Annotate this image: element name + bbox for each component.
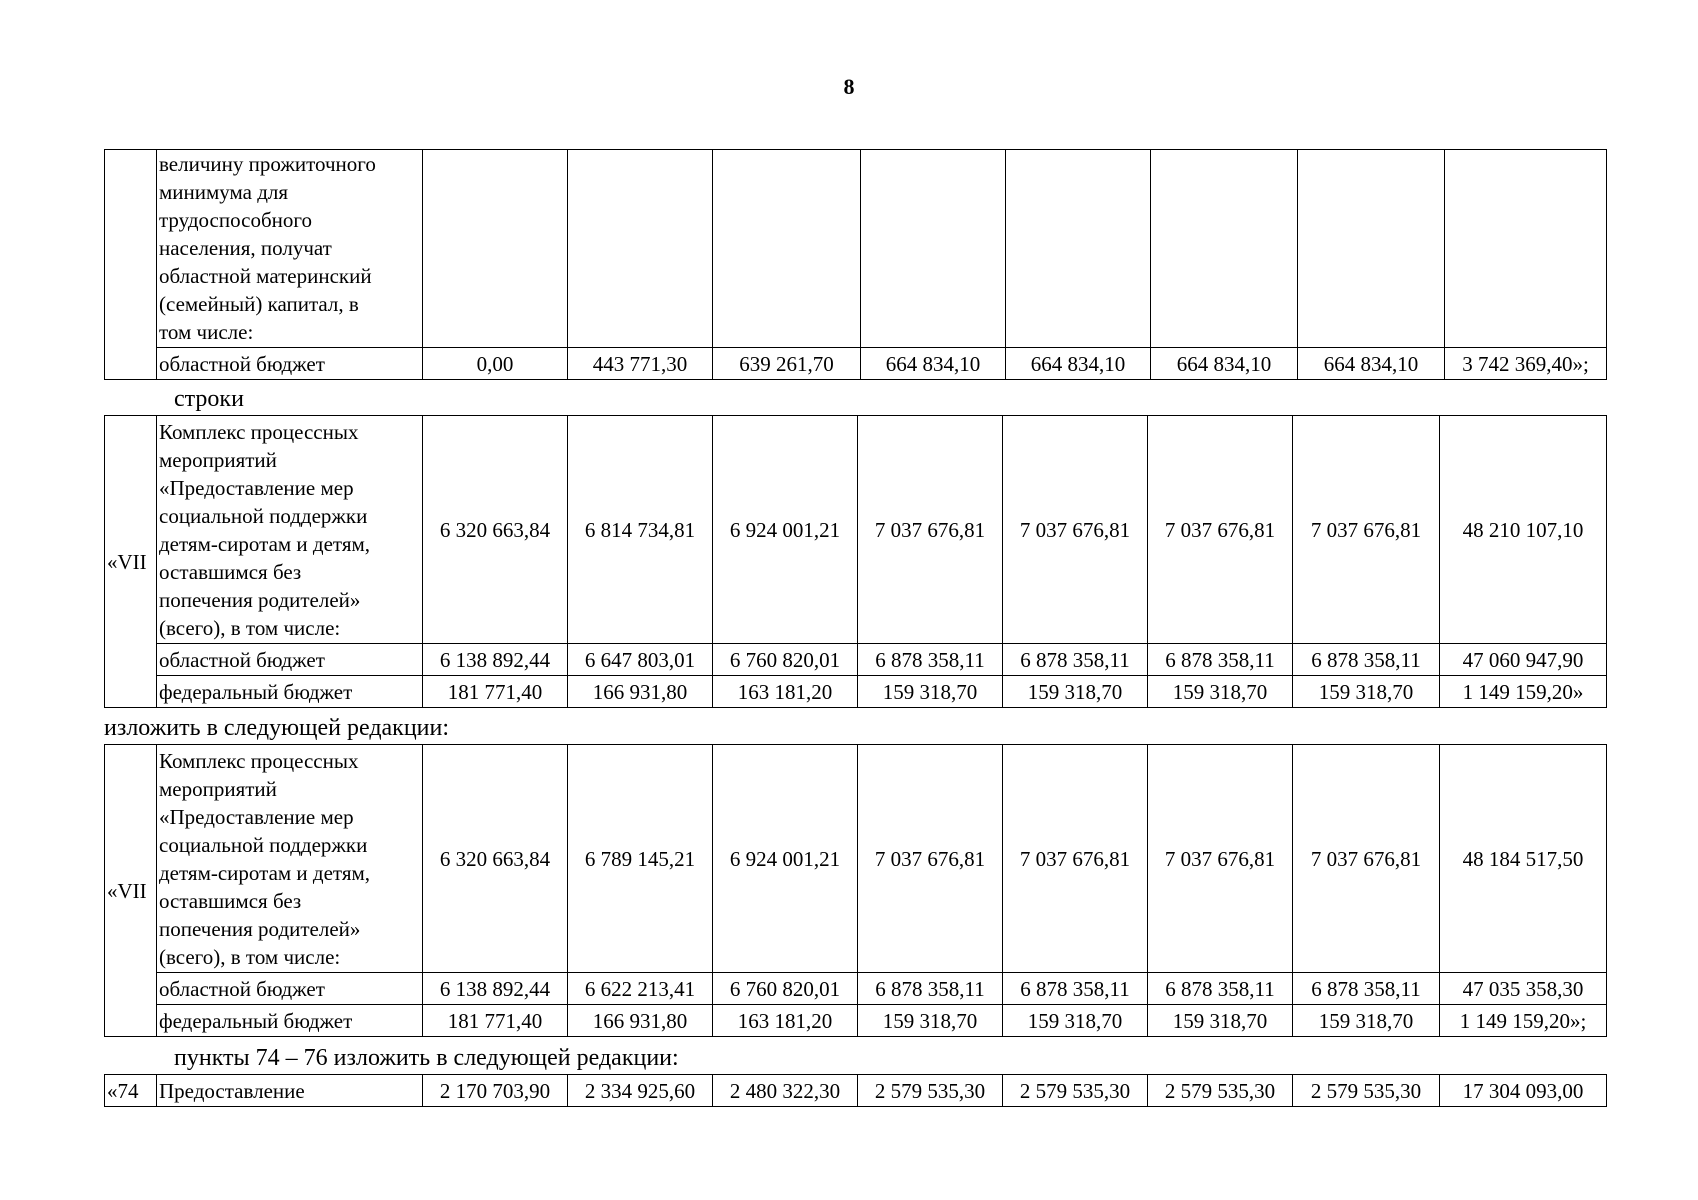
table-row [105, 1075, 1607, 1107]
value-cell: 7 037 676,81 [858, 416, 1003, 644]
table-row [105, 745, 1607, 973]
value-cell: 7 037 676,81 [1293, 745, 1440, 973]
value-cell: 6 622 213,41 [568, 973, 713, 1005]
code-cell: «VII [105, 416, 157, 708]
code-cell: «74 [105, 1075, 157, 1107]
value-cell: 7 037 676,81 [858, 745, 1003, 973]
description-line: детям-сиротам и детям, [159, 531, 371, 556]
description-line: (всего), в том числе: [159, 944, 341, 969]
empty-cell [568, 150, 713, 348]
value-cell: 166 931,80 [568, 676, 713, 708]
value-cell: 159 318,70 [1148, 676, 1293, 708]
value-cell: 159 318,70 [1148, 1005, 1293, 1037]
value-cell: 163 181,20 [713, 1005, 858, 1037]
description-line: оставшимся без [159, 559, 302, 584]
description-line: «Предоставление мер [159, 804, 354, 829]
empty-cell [423, 150, 568, 348]
value-cell: 6 878 358,11 [1003, 644, 1148, 676]
description-cell [157, 150, 423, 348]
value-cell: 6 320 663,84 [423, 745, 568, 973]
value-cell: 2 334 925,60 [568, 1075, 713, 1107]
value-cell: 664 834,10 [1006, 348, 1151, 380]
description-line: величину прожиточного [159, 152, 376, 176]
page-number: 8 [843, 74, 855, 99]
description-line: областной материнский [159, 264, 372, 288]
caption-points: пункты 74 – 76 изложить в следующей редакции: [174, 1045, 679, 1071]
empty-cell [1006, 150, 1151, 348]
description-cell [157, 416, 423, 644]
table-old-version [104, 415, 1607, 708]
value-cell: 159 318,70 [1293, 676, 1440, 708]
value-cell: 181 771,40 [423, 1005, 568, 1037]
table-maternity-capital [104, 149, 1607, 380]
value-cell: 6 320 663,84 [423, 416, 568, 644]
caption-lines: строки [174, 386, 244, 412]
value-cell: 6 789 145,21 [568, 745, 713, 973]
value-cell: 17 304 093,00 [1440, 1075, 1607, 1107]
value-cell: 664 834,10 [861, 348, 1006, 380]
value-cell: 47 035 358,30 [1440, 973, 1607, 1005]
value-cell: 3 742 369,40»; [1445, 348, 1607, 380]
value-cell: 2 579 535,30 [1293, 1075, 1440, 1107]
table-row [105, 150, 1607, 348]
value-cell: 159 318,70 [858, 676, 1003, 708]
empty-cell [1445, 150, 1607, 348]
row-label: областной бюджет [157, 348, 423, 380]
value-cell: 443 771,30 [568, 348, 713, 380]
description-line: (всего), в том числе: [159, 615, 341, 640]
table-row [105, 416, 1607, 644]
caption-new-edition: изложить в следующей редакции: [104, 715, 450, 741]
value-cell: 2 480 322,30 [713, 1075, 858, 1107]
description-line: социальной поддержки [159, 503, 368, 528]
value-cell: 6 760 820,01 [713, 644, 858, 676]
empty-cell [713, 150, 861, 348]
value-cell: 2 170 703,90 [423, 1075, 568, 1107]
value-cell: 159 318,70 [1293, 1005, 1440, 1037]
value-cell: 48 184 517,50 [1440, 745, 1607, 973]
value-cell: 6 878 358,11 [1293, 973, 1440, 1005]
value-cell: 6 878 358,11 [1148, 644, 1293, 676]
table-item-74 [104, 1074, 1607, 1107]
value-cell: 6 924 001,21 [713, 416, 858, 644]
description-line: мероприятий [159, 776, 277, 801]
value-cell: 181 771,40 [423, 676, 568, 708]
value-cell: 2 579 535,30 [858, 1075, 1003, 1107]
value-cell: 6 878 358,11 [1148, 973, 1293, 1005]
value-cell: 6 760 820,01 [713, 973, 858, 1005]
value-cell: 159 318,70 [1003, 676, 1148, 708]
value-cell: 6 878 358,11 [858, 644, 1003, 676]
table-row [105, 1005, 1607, 1037]
row-label: областной бюджет [157, 644, 423, 676]
value-cell: 0,00 [423, 348, 568, 380]
description-line: минимума для [159, 180, 289, 204]
description-line: попечения родителей» [159, 916, 361, 941]
value-cell: 7 037 676,81 [1003, 745, 1148, 973]
value-cell: 7 037 676,81 [1148, 745, 1293, 973]
value-cell: 6 924 001,21 [713, 745, 858, 973]
value-cell: 159 318,70 [1003, 1005, 1148, 1037]
value-cell: 2 579 535,30 [1003, 1075, 1148, 1107]
value-cell: 1 149 159,20»; [1440, 1005, 1607, 1037]
value-cell: 166 931,80 [568, 1005, 713, 1037]
row-label: федеральный бюджет [157, 1005, 423, 1037]
description-line: Комплекс процессных [159, 748, 359, 773]
value-cell: 6 878 358,11 [858, 973, 1003, 1005]
value-cell: 7 037 676,81 [1003, 416, 1148, 644]
description-line: том числе: [159, 320, 254, 344]
description-line: «Предоставление мер [159, 475, 354, 500]
value-cell: 2 579 535,30 [1148, 1075, 1293, 1107]
description-line: населения, получат [159, 236, 332, 260]
value-cell: 639 261,70 [713, 348, 861, 380]
value-cell: 6 138 892,44 [423, 644, 568, 676]
table-row [105, 644, 1607, 676]
code-cell [105, 150, 157, 380]
value-cell: 163 181,20 [713, 676, 858, 708]
value-cell: 664 834,10 [1298, 348, 1445, 380]
value-cell: 7 037 676,81 [1148, 416, 1293, 644]
empty-cell [1151, 150, 1298, 348]
table-row [105, 676, 1607, 708]
description-line: социальной поддержки [159, 832, 368, 857]
value-cell: 6 138 892,44 [423, 973, 568, 1005]
value-cell: 6 878 358,11 [1293, 644, 1440, 676]
description-line: (семейный) капитал, в [159, 292, 359, 316]
empty-cell [1298, 150, 1445, 348]
row-label: Предоставление [157, 1075, 423, 1107]
row-label: федеральный бюджет [157, 676, 423, 708]
value-cell: 7 037 676,81 [1293, 416, 1440, 644]
description-line: попечения родителей» [159, 587, 361, 612]
table-row [105, 348, 1607, 380]
empty-cell [861, 150, 1006, 348]
value-cell: 1 149 159,20» [1440, 676, 1607, 708]
value-cell: 159 318,70 [858, 1005, 1003, 1037]
row-label: областной бюджет [157, 973, 423, 1005]
value-cell: 6 814 734,81 [568, 416, 713, 644]
value-cell: 664 834,10 [1151, 348, 1298, 380]
table-row [105, 973, 1607, 1005]
description-line: детям-сиротам и детям, [159, 860, 371, 885]
code-cell: «VII [105, 745, 157, 1037]
value-cell: 6 878 358,11 [1003, 973, 1148, 1005]
description-line: оставшимся без [159, 888, 302, 913]
description-line: Комплекс процессных [159, 419, 359, 444]
value-cell: 6 647 803,01 [568, 644, 713, 676]
value-cell: 47 060 947,90 [1440, 644, 1607, 676]
description-cell [157, 745, 423, 973]
description-line: мероприятий [159, 447, 277, 472]
table-new-version [104, 744, 1607, 1037]
value-cell: 48 210 107,10 [1440, 416, 1607, 644]
description-line: трудоспособного [159, 208, 312, 232]
